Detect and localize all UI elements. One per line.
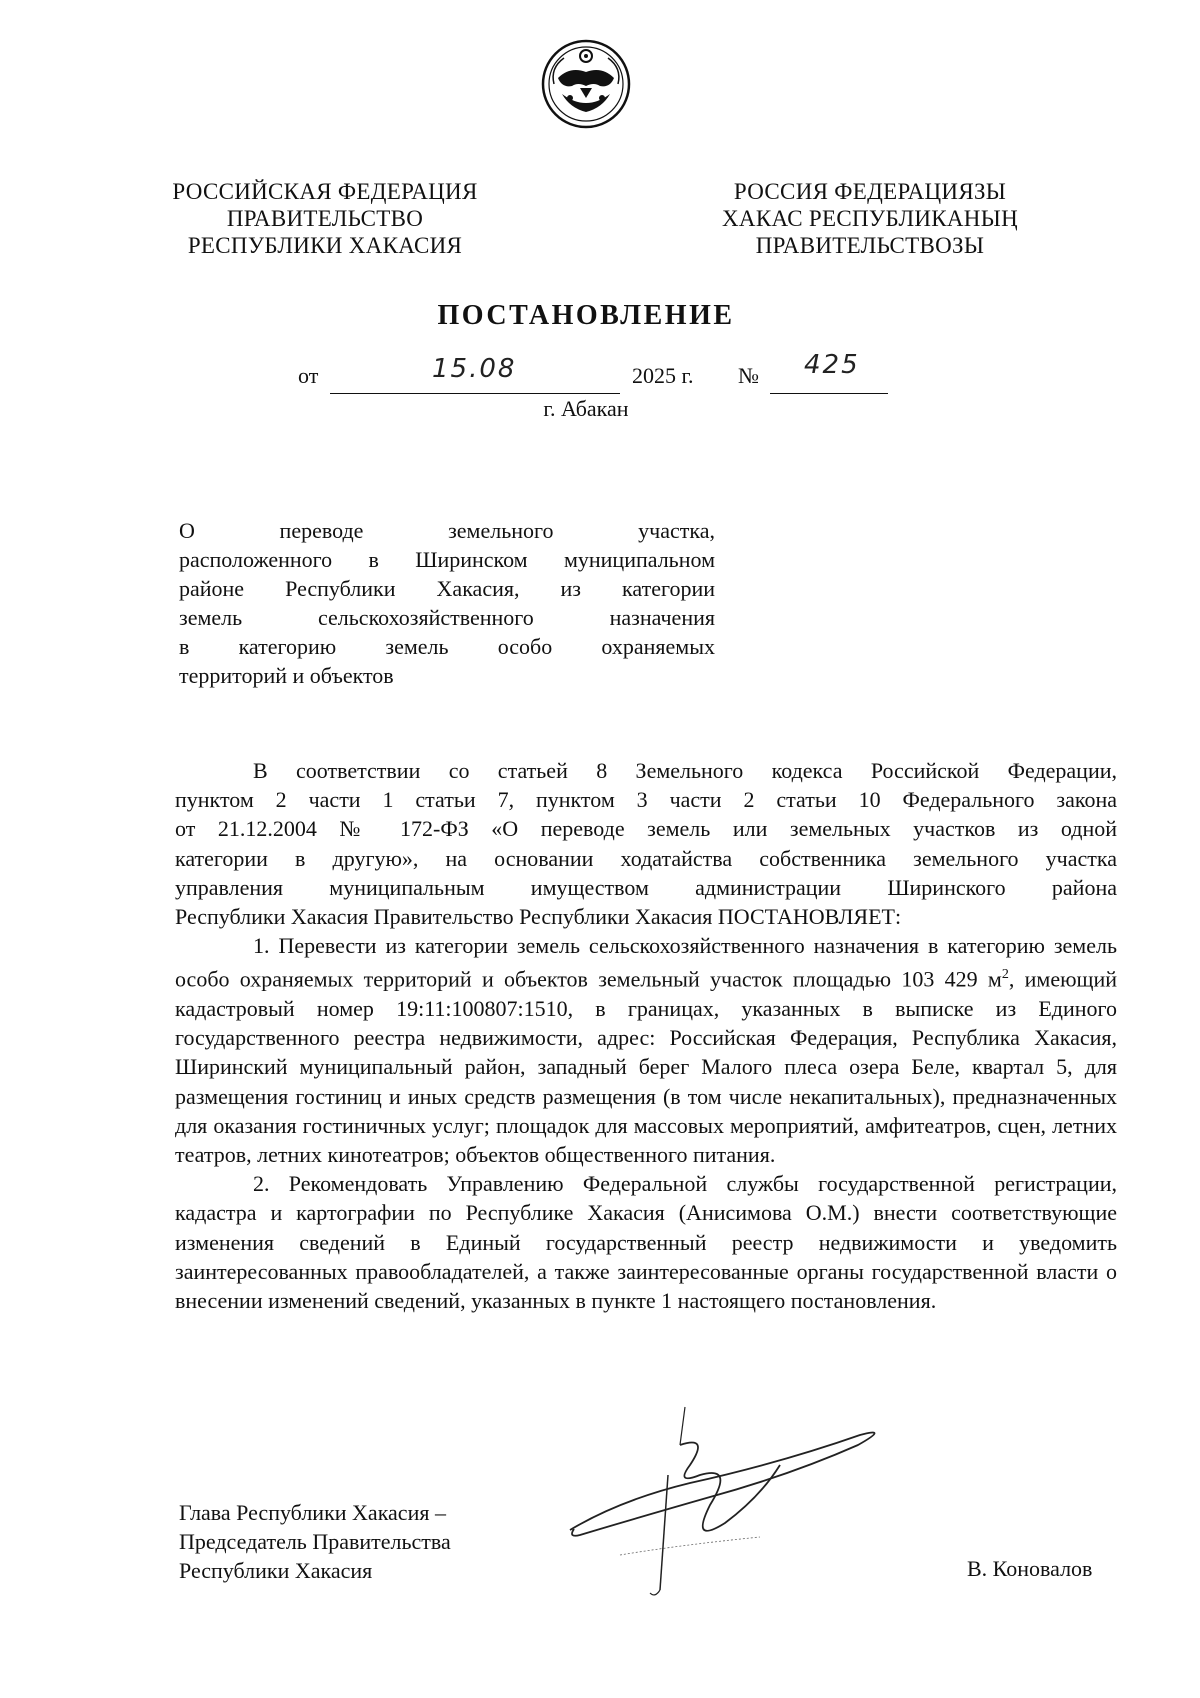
date-from-label: от <box>298 363 319 388</box>
header-right-line: ПРАВИТЕЛЬСТВОЗЫ <box>755 233 985 258</box>
document-title: ПОСТАНОВЛЕНИЕ <box>437 300 735 331</box>
date-year: 2025 г. <box>632 363 694 388</box>
subject-line: районе Республики Хакасия, из категории <box>179 576 715 601</box>
subject-line: О переводе земельного участка, <box>179 518 715 543</box>
subject-line: расположенного в Ширинском муниципальном <box>179 547 715 572</box>
preamble-line: пунктом 2 части 1 статьи 7, пунктом 3 части 2 статьи 10 Федерального закона <box>175 787 1117 813</box>
subject-line: в категорию земель особо охраняемых <box>179 634 715 659</box>
preamble-line: от 21.12.2004 № 172-ФЗ «О переводе земель или земельных участков из одной <box>175 816 1117 842</box>
header-left-line: ПРАВИТЕЛЬСТВО <box>226 206 424 231</box>
document-body <box>175 756 1117 1315</box>
subject-line: территорий и объектов <box>179 663 394 688</box>
signatory-position <box>179 1498 451 1585</box>
preamble-line: В соответствии со статьей 8 Земельного кодекса Российской Федерации, <box>253 758 1117 783</box>
subject-block <box>179 516 715 690</box>
date-handwritten: 15.08 <box>432 354 517 384</box>
header-right <box>690 178 1050 259</box>
signatory-position-line: Председатель Правительства <box>179 1529 451 1554</box>
preamble-line: Республики Хакасия Правительство Республики Хакасия ПОСТАНОВЛЯЕТ: <box>175 904 902 930</box>
city: г. Абакан <box>543 396 629 421</box>
header-left <box>150 178 500 259</box>
number-underline <box>770 393 888 394</box>
preamble-line: категории в другую», на основании ходатайства собственника земельного участка <box>175 845 1117 871</box>
item-1 <box>175 931 1117 1169</box>
subject-line: земель сельскохозяйственного назначения <box>179 605 715 630</box>
number-handwritten: 425 <box>804 350 860 380</box>
header-left-line: РОССИЙСКАЯ ФЕДЕРАЦИЯ <box>172 179 478 204</box>
handwritten-signature <box>560 1405 940 1605</box>
header-left-line: РЕСПУБЛИКИ ХАКАСИЯ <box>187 233 463 258</box>
number-label: № <box>738 363 759 388</box>
header-right-line: РОССИЯ ФЕДЕРАЦИЯЗЫ <box>733 179 1007 204</box>
coat-of-arms-emblem <box>540 38 632 130</box>
item-2: 2. Рекомендовать Управлению Федеральной службы государственной регистрации, кадастра и картографии по Республике Хакасия (Анисимова О.М.) внести соответствующие изменения сведений в Единый государственный реестр недвижимости и уведомить заинтересованных правообладателей, а также заинтересованные органы государственной власти о внесении изменений сведений, указанных в пункте 1 настоящего постановления. <box>175 1171 1117 1313</box>
preamble-line: управления муниципальным имуществом администрации Ширинского района <box>175 874 1117 900</box>
signatory-position-line: Глава Республики Хакасия – <box>179 1500 446 1525</box>
item-1-text: 1. Перевести из категории земель сельскохозяйственного назначения в категорию земель особо охраняемых территорий и объектов земельный участок площадью 103 429 м <box>175 933 1117 992</box>
item-1-text-rest: , имеющий кадастровый номер 19:11:100807:1510, в границах, указанных в выписке из Единого государственного реестра недвижимости, адрес: Российская Федерация, Республика Хакасия, Ширинский муниципальный район, западный берег Малого плеса озера Беле, квартал 5, для размещения гостиниц и иных средств размещения (в том числе некапитальных), предназначенных для оказания гостиничных услуг; площадок для массовых мероприятий, амфитеатров, сцен, летних театров, летних кинотеатров; объектов общественного питания. <box>175 966 1118 1167</box>
signatory-name: В. Коновалов <box>967 1556 1093 1581</box>
area-unit-superscript: 2 <box>1001 967 1009 983</box>
date-underline <box>330 393 620 394</box>
signatory-position-line: Республики Хакасия <box>179 1558 373 1583</box>
header-right-line: ХАКАС РЕСПУБЛИКАНЫҢ <box>722 206 1018 231</box>
